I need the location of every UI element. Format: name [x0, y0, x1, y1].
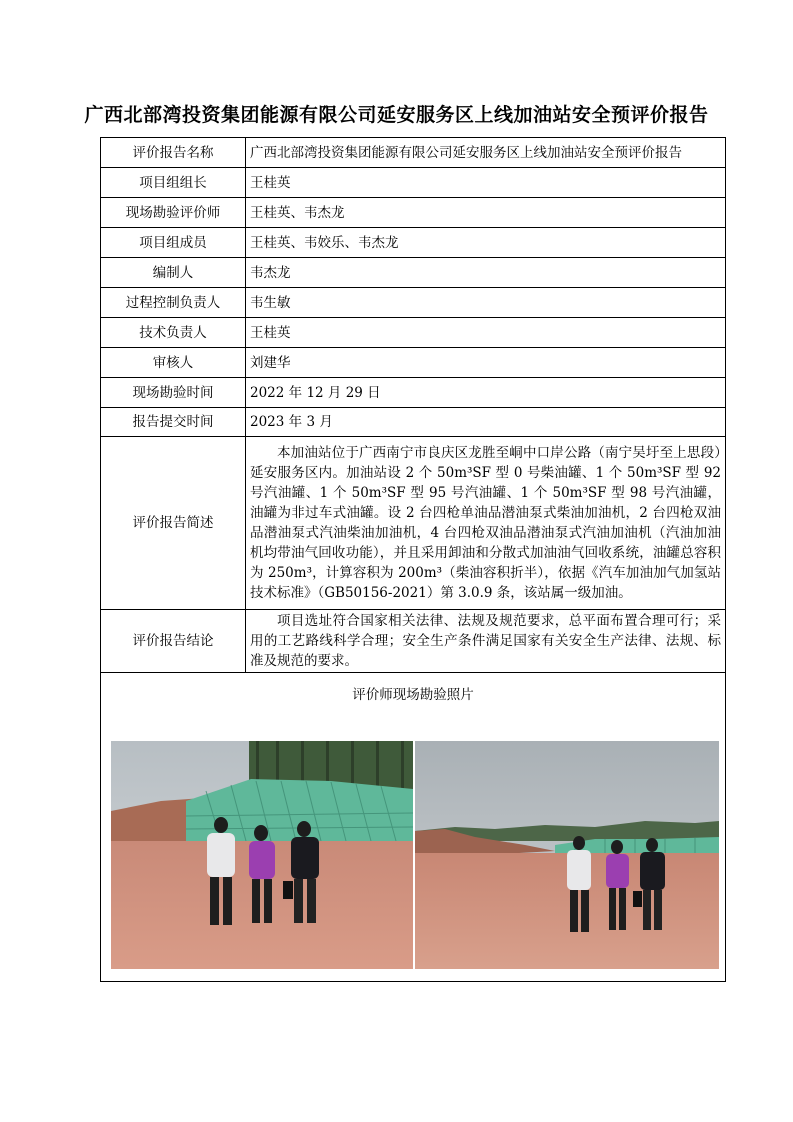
table-row — [101, 318, 726, 348]
row-value: 2022 年 12 月 29 日 — [246, 378, 726, 408]
row-label: 评价报告名称 — [101, 138, 246, 168]
row-value: 王桂英、韦杰龙 — [246, 198, 726, 228]
row-label: 现场勘验时间 — [101, 378, 246, 408]
table-row — [101, 168, 726, 198]
document-title: 广西北部湾投资集团能源有限公司延安服务区上线加油站安全预评价报告 — [84, 104, 709, 126]
conclusion-row — [101, 610, 726, 673]
row-label: 报告提交时间 — [101, 408, 246, 437]
row-label: 项目组组长 — [101, 168, 246, 198]
photos-container — [105, 741, 721, 981]
row-label: 审核人 — [101, 348, 246, 378]
row-label: 项目组成员 — [101, 228, 246, 258]
conclusion-label: 评价报告结论 — [101, 610, 246, 673]
row-value: 韦杰龙 — [246, 258, 726, 288]
row-value: 王桂英 — [246, 318, 726, 348]
site-photo-2 — [415, 741, 719, 969]
row-value: 韦生敏 — [246, 288, 726, 318]
table-row — [101, 288, 726, 318]
conclusion-text: 项目选址符合国家相关法律、法规及规范要求，总平面布置合理可行；采用的工艺路线科学合理；安全生产条件满足国家有关安全生产法律、法规、标准及规范的要求。 — [246, 610, 726, 673]
table-row — [101, 228, 726, 258]
site-photo-2-image — [415, 741, 719, 969]
photos-row — [101, 673, 726, 982]
photos-cell — [101, 673, 726, 982]
summary-label: 评价报告简述 — [101, 437, 246, 610]
row-value: 广西北部湾投资集团能源有限公司延安服务区上线加油站安全预评价报告 — [246, 138, 726, 168]
table-row — [101, 348, 726, 378]
table-row — [101, 378, 726, 408]
row-value: 王桂英、韦姣乐、韦杰龙 — [246, 228, 726, 258]
site-photo-1 — [111, 741, 413, 969]
table-row — [101, 198, 726, 228]
row-value: 王桂英 — [246, 168, 726, 198]
row-label: 过程控制负责人 — [101, 288, 246, 318]
row-value: 刘建华 — [246, 348, 726, 378]
site-photo-1-image — [111, 741, 413, 969]
report-info-table — [100, 137, 726, 982]
photos-caption: 评价师现场勘验照片 — [352, 687, 474, 703]
summary-text: 本加油站位于广西南宁市良庆区龙胜至峒中口岸公路（南宁吴圩至上思段）延安服务区内。加油站设 2 个 50m³SF 型 0 号柴油罐、1 个 50m³SF 型 92 号汽油罐、1 个 50m³SF 型 95 号汽油罐、1 个 50m³SF 型 98 号汽油罐，油罐为非过车式油罐。设 2 台四枪单油品潜油泵式柴油加油机，2 台四枪双油品潜油泵式汽油柴油加油机，4 台四枪双油品潜油泵式汽油加油机（汽油加油机均带油气回收功能），并且采用卸油和分散式加油油气回收系统，油罐总容积为 250m³，计算容积为 200m³（柴油容积折半），依据《汽车加油加气加氢站技术标准》（GB50156-2021）第 3.0.9 条，该站属一级加油。 — [246, 437, 726, 610]
table-row — [101, 408, 726, 437]
table-row — [101, 138, 726, 168]
table-row — [101, 258, 726, 288]
row-label: 技术负责人 — [101, 318, 246, 348]
summary-row — [101, 437, 726, 610]
row-label: 编制人 — [101, 258, 246, 288]
row-value: 2023 年 3 月 — [246, 408, 726, 437]
row-label: 现场勘验评价师 — [101, 198, 246, 228]
